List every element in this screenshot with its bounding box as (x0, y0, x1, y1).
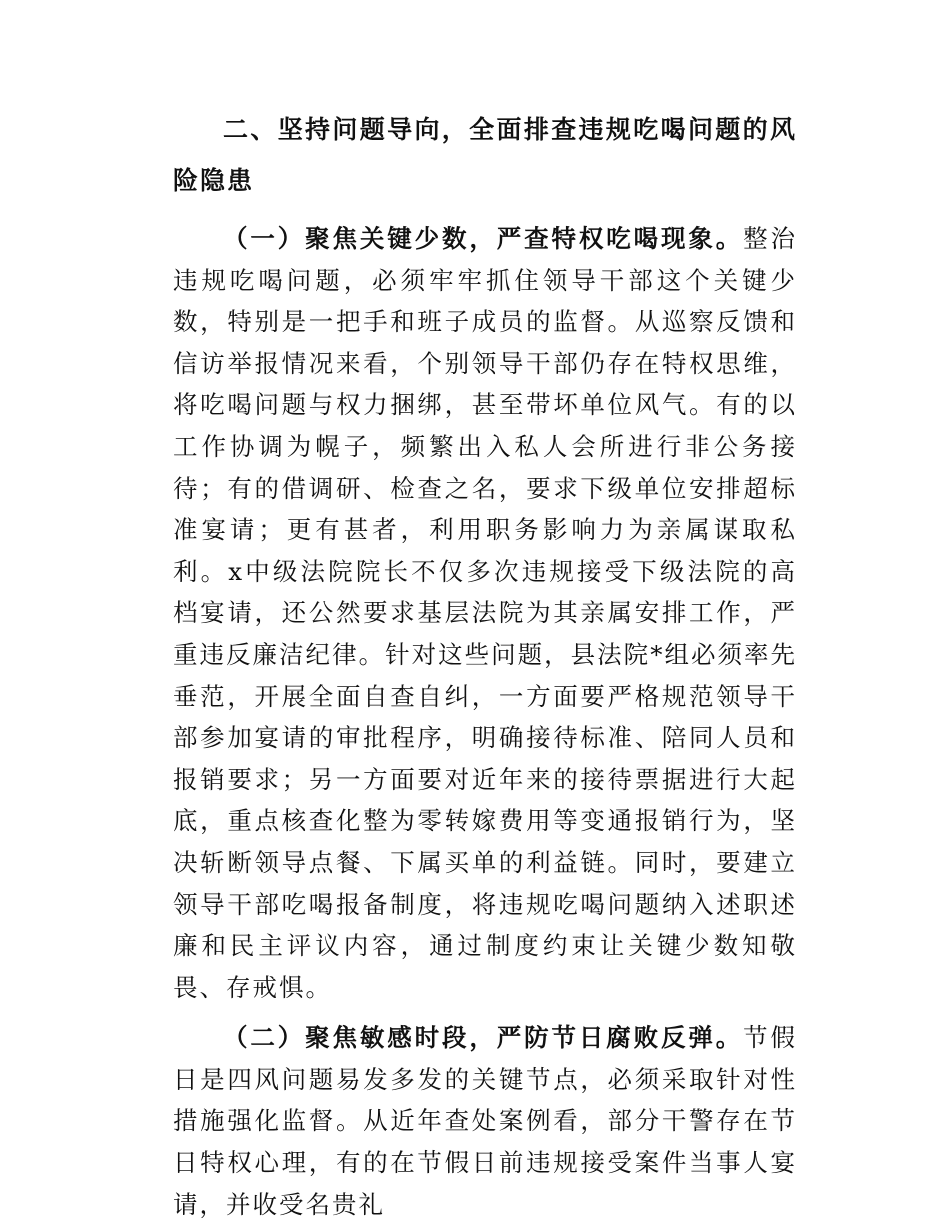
paragraph-1-body: 整治违规吃喝问题，必须牢牢抓住领导干部这个关键少数，特别是一把手和班子成员的监督。从巡察反馈和信访举报情况来看，个别领导干部仍存在特权思维，将吃喝问题与权力捆绑，甚至带坏单位风气。有的以工作协调为幌子，频繁出入私人会所进行非公务接待；有的借调研、检查之名，要求下级单位安排超标准宴请；更有甚者，利用职务影响力为亲属谋取私利。x中级法院院长不仅多次违规接受下级法院的高档宴请，还公然要求基层法院为其亲属安排工作，严重违反廉洁纪律。针对这些问题，县法院*组必须率先垂范，开展全面自查自纠，一方面要严格规范领导干部参加宴请的审批程序，明确接待标准、陪同人员和报销要求；另一方面要对近年来的接待票据进行大起底，重点核查化整为零转嫁费用等变通报销行为，坚决斩断领导点餐、下属买单的利益链。同时，要建立领导干部吃喝报备制度，将违规吃喝问题纳入述职述廉和民主评议内容，通过制度约束让关键少数知敬畏、存戒惧。 (173, 224, 797, 1002)
paragraph-2-lead: （二）聚焦敏感时段，严防节日腐败反弹。 (223, 1023, 744, 1053)
paragraph-1 (173, 218, 797, 1008)
section-title: 二、坚持问题导向，全面排查违规吃喝问题的风险隐患 (173, 115, 797, 195)
paragraph-1-lead: （一）聚焦关键少数，严查特权吃喝现象。 (223, 224, 744, 253)
document-body (173, 104, 797, 1225)
paragraph-2 (173, 1017, 797, 1225)
paragraph-2-body: 节假日是四风问题易发多发的关键节点，必须采取针对性措施强化监督。从近年查处案例看，部分干警存在节日特权心理，有的在节假日前违规接受案件当事人宴请，并收受名贵礼 (173, 1023, 797, 1219)
